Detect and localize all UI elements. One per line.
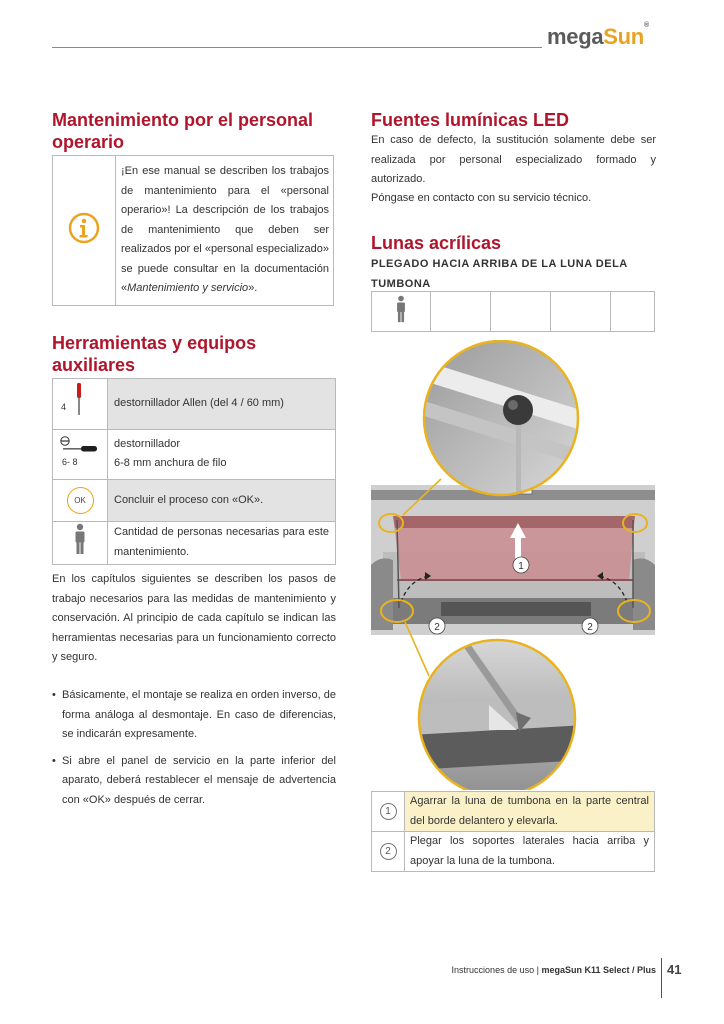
footer-divider [661,958,662,998]
led-paragraph: En caso de defecto, la sustitución solamente debe ser realizada por personal especializado formado y autorizado. [371,134,656,185]
step-number: 2 [380,843,397,860]
ok-button-icon: OK [67,487,94,514]
header-rule [52,47,542,48]
info-icon-cell [53,156,116,306]
step-text: Plegar los soportes laterales hacia arriba y apoyar la luna de la tumbona. [405,832,655,872]
notes-list [52,686,336,817]
acrylic-title: Lunas acrílicas [371,233,502,253]
steps-table [371,791,655,872]
bullet-item: • Si abre el panel de servicio en la parte inferior del aparato, deberá restablecer el mensaje de advertencia con «OK» después de cerrar. [52,752,336,811]
person-icon [394,295,408,323]
ok-icon-cell [53,480,108,522]
bullet-item: • Básicamente, el montaje se realiza en orden inverso, de forma análoga al desmontaje. En caso de diferencias, se indicarán expresamente. [52,686,336,745]
allen-size-label: 4 [61,402,67,412]
flat-description-line2: 6-8 mm anchura de filo [114,457,227,470]
label-1-text: 1 [518,561,524,572]
flat-screwdriver-icon-cell [53,429,108,480]
persons-row [371,291,655,332]
persons-description: Cantidad de personas necesarias para este mantenimiento. [108,522,336,565]
info-note-text: ¡En ese manual se describen los trabajos de mantenimiento para el «personal operario»! La descripción de los trabajos de mantenimiento que deben ser realizados por el «personal especializado» se puede consultar en la documentación «Mantenimiento y servicio». [116,156,334,306]
flat-size-label: 6- 8 [62,456,78,467]
label-2-left-text: 2 [434,622,440,633]
empty-cell [551,292,611,332]
info-icon [68,212,100,244]
acrylic-subtitle: PLEGADO HACIA ARRIBA DE LA LUNA DELA TUMBONA [371,258,628,290]
step-text: Agarrar la luna de tumbona en la parte central del borde delantero y elevarla. [405,792,655,832]
led-contact: Póngase en contacto con su servicio técnico. [371,192,592,204]
step-number-cell [372,832,405,872]
flat-screwdriver-description [108,429,336,480]
footer-text: Instrucciones de uso | megaSun K11 Select / Plus [451,965,656,975]
maintenance-title: Mantenimiento por el personal operario [52,110,314,152]
page-number: 41 [667,962,682,977]
led-title: Fuentes lumínicas LED [371,110,570,130]
person-icon [72,523,88,555]
ok-description: Concluir el proceso con «OK». [108,480,336,522]
step-number-cell [372,792,405,832]
acrylic-glass-illustration [371,340,657,790]
persons-icon-cell [372,292,431,332]
step-number: 1 [380,803,397,820]
flat-description-line1: destornillador [114,437,181,450]
tools-table [52,378,336,565]
label-2-right-text: 2 [587,622,593,633]
info-note-box [52,155,334,306]
allen-description: destornillador Allen (del 4 / 60 mm) [108,379,336,430]
empty-cell [431,292,491,332]
tools-title: Herramientas y equipos auxiliares [52,333,257,375]
empty-cell [611,292,655,332]
brand-logo: megaSun® [547,22,649,49]
allen-key-icon-cell [53,379,108,430]
person-icon-cell [53,522,108,565]
empty-cell [491,292,551,332]
intro-paragraph: En los capítulos siguientes se describen los pasos de trabajo necesarios para las medidas de mantenimiento y conservación. Al principio de cada capítulo se indican las herramientas necesarias para un funcionamiento correcto y seguro. [52,573,336,663]
